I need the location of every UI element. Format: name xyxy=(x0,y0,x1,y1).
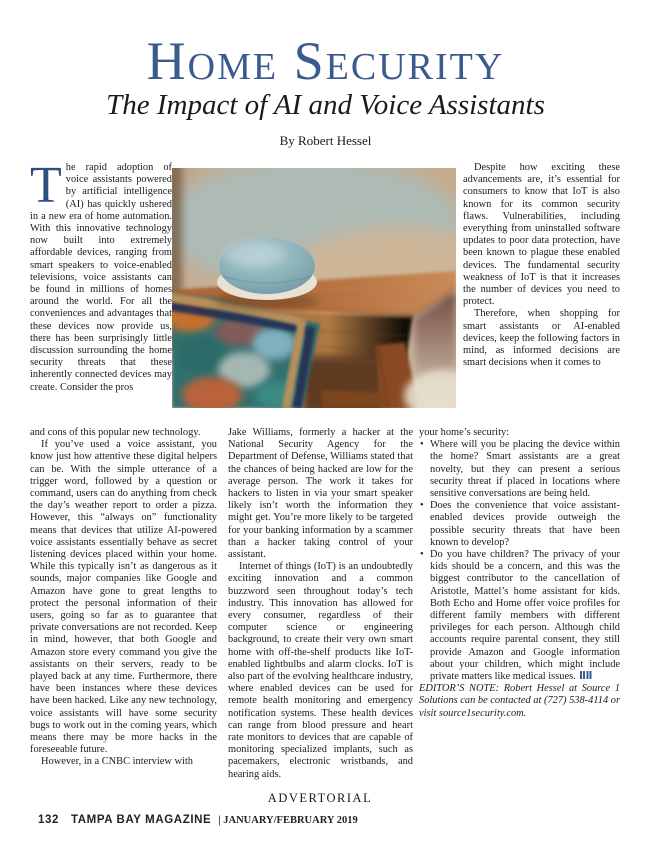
byline: By Robert Hessel xyxy=(279,133,372,148)
column-1-bottom xyxy=(30,427,217,769)
end-of-article-icon xyxy=(580,671,592,679)
checklist-item: • Do you have children? The privacy of your kids should be a concern, and this was the biggest contributor to the cancellation of Aristotle, Mattel’s home assistant for kids. Both Echo and Home offer voice profiles for different family members with different privileges for each person. Although child accounts require parental consent, they still provide Amazon and Google information about your children, which might include private matters like medical issues. xyxy=(419,549,620,683)
paragraph: However, in a CNBC interview with xyxy=(41,756,193,768)
smart-speaker-photo-art xyxy=(172,168,456,408)
paragraph-text: he rapid adoption of voice assistants powered by artificial intelligence (AI) has quickly ushered in a new era of home automation. With this innovative technology now built into extremely affordable devices, ranging from smart speakers to voice-enabled televisions, voice assistants can be found in millions of homes around the world. For all the conveniences and advantages that these devices now provide us, there has been surprisingly little discussion surrounding the home security threats that these inherently connected devices may create. Consider the pros xyxy=(30,162,172,393)
issue-date: | JANUARY/FEBRUARY 2019 xyxy=(218,815,358,826)
bullet-list-lead: your home’s security: xyxy=(419,427,510,438)
smart-speaker-photo xyxy=(172,168,456,408)
paragraph: Despite how exciting these advancements are, it’s essential for consumers to know that IoT is also known for its common security flaws. Vulnerabilities, including everything from uninstalled software updates to poor data protection, have been known to plague these enabled devices. The fundamental security weakness of IoT is that it increases the number of devices you need to protect. xyxy=(463,162,620,308)
editor-note: EDITOR’S NOTE: Robert Hessel at Source 1 Solutions can be contacted at (727) 538-4114 or visit source1security.com. xyxy=(419,683,620,719)
paragraph xyxy=(30,157,172,394)
page-title: Home Security xyxy=(146,31,505,91)
advertorial-label: ADVERTORIAL xyxy=(267,791,373,805)
paragraph: Therefore, when shopping for smart assistants or AI-enabled devices, keep the following factors in mind, as informed decisions are smart decisions when it comes to xyxy=(463,308,620,369)
column-2 xyxy=(228,427,413,781)
column-3-top xyxy=(463,162,620,369)
paragraph: Jake Williams, formerly a hacker at the National Security Agency for the Department of Defense, Williams stated that the chances of being hacked are low for the average person. The work it takes for hackers to listen in via your smart speaker likely isn’t worth the information they might get. You’re more likely to be targeted for your banking information by a scammer than a hacker taking control of your assistant. xyxy=(228,427,413,561)
checklist-item: • Where will you be placing the device within the home? Smart assistants are a great novelty, but they can present a serious security threat if placed in locations where sensitive conversations are being held. xyxy=(419,439,620,500)
paragraph: Internet of things (IoT) is an undoubtedly exciting innovation and a common buzzword seen throughout today’s tech industry. This innovation has allowed for every consumer, regardless of their computer science or engineering background, to create their very own smart home with off-the-shelf products like IoT-enabled lightbulbs and alarm clocks. IoT is also part of the evolving healthcare industry, where enabled devices can be used for remote health monitoring and emergency notification systems. These health devices can range from blood pressure and heart rate monitors to devices that are capable of monitoring specialized implants, such as pacemakers, electronic wristbands, and hearing aids. xyxy=(228,561,413,780)
checklist-item: • Does the convenience that voice assistant-enabled devices provide outweigh the possible security threats that have been known to develop? xyxy=(419,500,620,549)
magazine-name: TAMPA BAY MAGAZINE xyxy=(71,814,212,826)
paragraph: and cons of this popular new technology. xyxy=(30,427,201,438)
drop-cap: T xyxy=(30,157,62,214)
page-number: 132 xyxy=(38,814,59,826)
paragraph: If you’ve used a voice assistant, you know just how attentive these digital helpers can be. With the simple utterance of a trigger word, followed by a question or command, users can do anything from check the day’s weather report to order a pizza. However, this “always on” functionality means that devices that utilize AI-powered voice assistants essentially behave as secret listening devices placed within your home. While this typically isn’t as dangerous as it sounds, major companies like Google and Amazon have gone to great lengths to protect the personal information of their users, going so far as to guarantee that private conversations are not recorded. Keep in mind, however, that both Google and Amazon store every command you give the assistants on their servers, ready to be played back at any time. Furthermore, there have been instances where these devices have been hacked. Like any new technology, voice assistants will have some security bugs to work out in the coming years, which means there may be more hacks in the foreseeable future. xyxy=(30,439,217,756)
security-checklist xyxy=(419,439,620,683)
page-subtitle: The Impact of AI and Voice Assistants xyxy=(106,89,545,121)
column-3-bottom xyxy=(419,427,620,720)
column-1-top xyxy=(30,157,172,394)
page-footer xyxy=(38,814,358,826)
